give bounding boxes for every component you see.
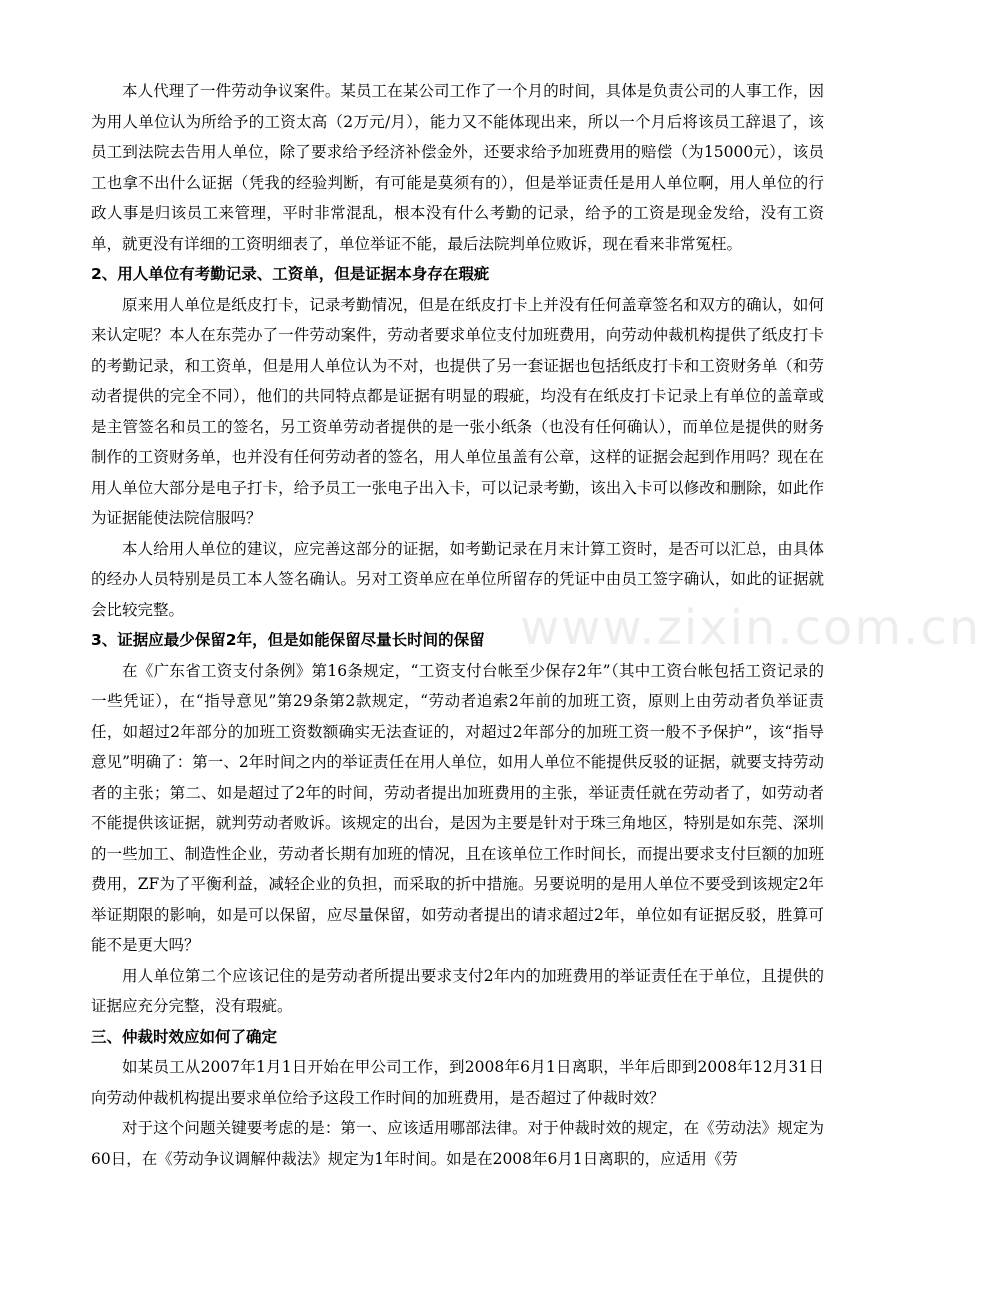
heading-section-2: 2、用人单位有考勤记录、工资单，但是证据本身存在瑕疵 — [91, 265, 490, 283]
paragraph-case-intro: 本人代理了一件劳动争议案件。某员工在某公司工作了一个月的时间，具体是负责公司的人事工作，因为用人单位认为所给予的工资太高（2万元/月），能力又不能体现出来，所以一个月后将该员工辞退了，该员工到法院去告用人单位，除了要求给予经济补偿金外，还要求给予加班费用的赔偿（为15000元），该员工也拿不出什么证据（凭我的经验判断，有可能是莫须有的），但是举证责任是用人单位啊，用人单位的行政人事是归该员工来管理，平时非常混乱，根本没有什么考勤的记录，给予的工资是现金发给，没有工资单，就更没有详细的工资明细表了，单位举证不能，最后法院判单位败诉，现在看来非常冤枉。 — [91, 82, 824, 253]
watermark: www.zixin.com.cn — [520, 600, 981, 656]
paragraph-applicable-law: 对于这个问题关键要考虑的是：第一、应该适用哪部法律。对于仲裁时效的规定，在《劳动法》规定为60日，在《劳动争议调解仲裁法》规定为1年时间。如是在2008年6月1日离职的，应适用《劳 — [91, 1119, 824, 1168]
paragraph-burden: 用人单位第二个应该记住的是劳动者所提出要求支付2年内的加班费用的举证责任在于单位，且提供的证据应充分完整，没有瑕疵。 — [91, 966, 824, 1015]
paragraph-regulation: 在《广东省工资支付条例》第16条规定，“工资支付台帐至少保存2年”（其中工资台帐包括工资记录的一些凭证），在“指导意见”第29条第2款规定，“劳动者追索2年前的加班工资，原则上由劳动者负举证责任，如超过2年部分的加班工资数额确实无法查证的，对超过2年部分的加班工资一般不予保护”，该“指导意见”明确了：第一、2年时间之内的举证责任在用人单位，如用人单位不能提供反驳的证据，就要支持劳动者的主张；第二、如是超过了2年的时间，劳动者提出加班费用的主张，举证责任就在劳动者了，如劳动者不能提供该证据，就判劳动者败诉。该规定的出台，是因为主要是针对于珠三角地区，特别是如东莞、深圳的一些加工、制造性企业，劳动者长期有加班的情况，且在该单位工作时间长，而提出要求支付巨额的加班费用，ZF为了平衡利益，减轻企业的负担，而采取的折中措施。另要说明的是用人单位不要受到该规定2年举证期限的影响，如是可以保留，应尽量保留，如劳动者提出的请求超过2年，单位如有证据反驳，胜算可能不是更大吗？ — [91, 661, 824, 954]
paragraph-paper-punch: 原来用人单位是纸皮打卡，记录考勤情况，但是在纸皮打卡上并没有任何盖章签名和双方的确认，如何来认定呢？本人在东莞办了一件劳动案件，劳动者要求单位支付加班费用，向劳动仲裁机构提供了纸皮打卡的考勤记录，和工资单，但是用人单位认为不对，也提供了另一套证据也包括纸皮打卡和工资财务单（和劳动者提供的完全不同），他们的共同特点都是证据有明显的瑕疵，均没有在纸皮打卡记录上有单位的盖章或是主管签名和员工的签名，另工资单劳动者提供的是一张小纸条（也没有任何确认），而单位是提供的财务制作的工资财务单，也并没有任何劳动者的签名，用人单位虽盖有公章，这样的证据会起到作用吗？现在在用人单位大部分是电子打卡，给予员工一张电子出入卡，可以记录考勤，该出入卡可以修改和删除，如此作为证据能使法院信服吗？ — [91, 295, 824, 527]
document-page — [91, 76, 824, 1174]
paragraph-advice: 本人给用人单位的建议，应完善这部分的证据，如考勤记录在月末计算工资时，是否可以汇总，由具体的经办人员特别是员工本人签名确认。另对工资单应在单位所留存的凭证中由员工签字确认，如此的证据就会比较完整。 — [91, 539, 824, 619]
heading-arbitration-limit: 三、仲裁时效应如何了确定 — [91, 1027, 278, 1046]
paragraph-example: 如某员工从2007年1月1日开始在甲公司工作，到2008年6月1日离职，半年后即到2008年12月31日向劳动仲裁机构提出要求单位给予这段工作时间的加班费用，是否超过了仲裁时效？ — [91, 1058, 824, 1107]
heading-section-3: 3、证据应最少保留2年，但是如能保留尽量长时间的保留 — [91, 631, 485, 649]
